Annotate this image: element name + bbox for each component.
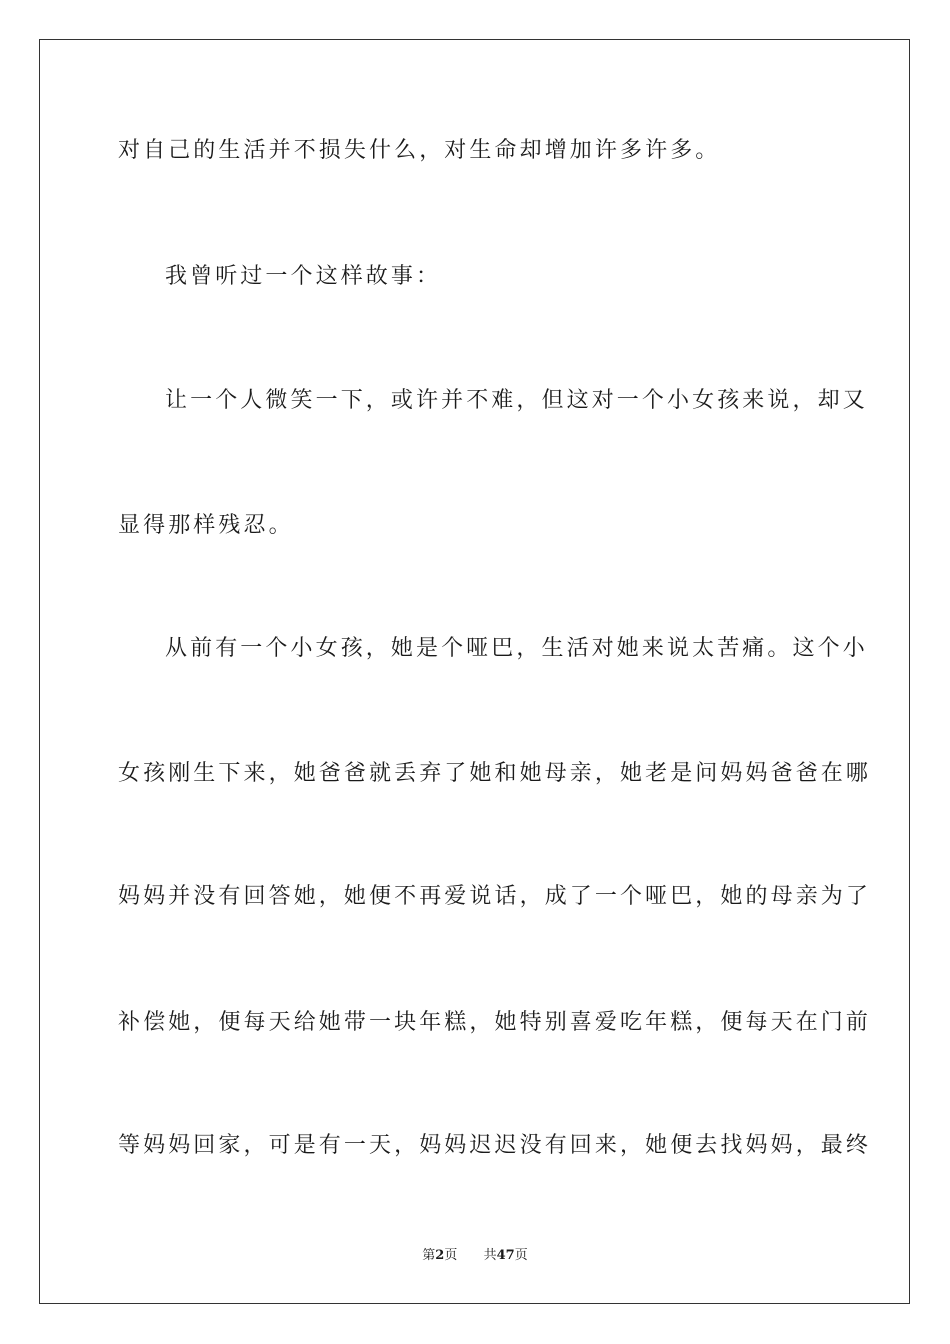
page-suffix: 页 bbox=[444, 1248, 458, 1263]
text-line: 妈妈并没有回答她，她便不再爱说话，成了一个哑巴，她的母亲为了 bbox=[118, 884, 872, 909]
page-total bbox=[484, 1246, 528, 1266]
text-line: 补偿她，便每天给她带一块年糕，她特别喜爱吃年糕，便每天在门前 bbox=[118, 1010, 872, 1035]
page-prefix: 第 bbox=[422, 1248, 436, 1263]
total-suffix: 页 bbox=[514, 1248, 528, 1263]
text-line: 对自己的生活并不损失什么，对生命却增加许多许多。 bbox=[118, 138, 721, 163]
page-border bbox=[39, 39, 910, 1304]
text-line: 让一个人微笑一下，或许并不难，但这对一个小女孩来说，却又 bbox=[165, 388, 868, 413]
total-prefix: 共 bbox=[483, 1248, 497, 1263]
text-line: 等妈妈回家，可是有一天，妈妈迟迟没有回来，她便去找妈妈，最终 bbox=[118, 1133, 872, 1158]
text-line: 我曾听过一个这样故事： bbox=[165, 264, 442, 289]
text-line: 显得那样残忍。 bbox=[118, 513, 294, 538]
page-footer bbox=[0, 1246, 950, 1266]
page-number bbox=[422, 1246, 457, 1266]
total-pages: 47 bbox=[496, 1248, 515, 1263]
text-line: 从前有一个小女孩，她是个哑巴，生活对她来说太苦痛。这个小 bbox=[165, 636, 868, 661]
current-page: 2 bbox=[435, 1248, 445, 1263]
text-line: 女孩刚生下来，她爸爸就丢弃了她和她母亲，她老是问妈妈爸爸在哪 bbox=[118, 761, 872, 786]
